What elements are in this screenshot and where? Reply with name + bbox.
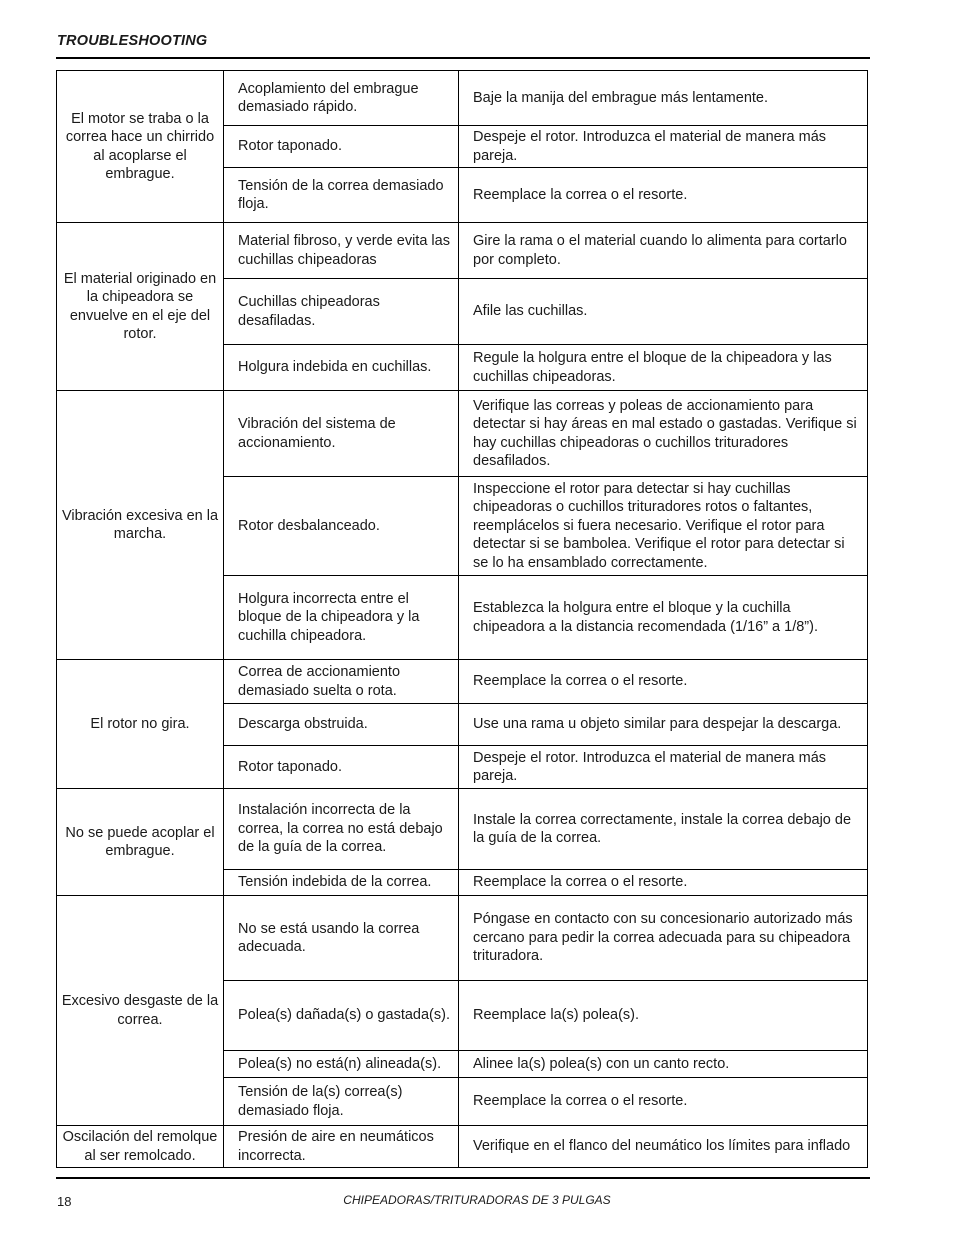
remedy-cell: Use una rama u objeto similar para despejar la descarga. — [459, 704, 868, 746]
table-row — [57, 391, 868, 477]
cause-cell: Tensión de la(s) correa(s) demasiado floja. — [224, 1078, 459, 1126]
remedy-cell: Afile las cuchillas. — [459, 279, 868, 345]
remedy-cell: Póngase en contacto con su concesionario autorizado más cercano para pedir la correa adecuada para su chipeadora trituradora. — [459, 896, 868, 981]
cause-cell: Holgura incorrecta entre el bloque de la chipeadora y la cuchilla chipeadora. — [224, 576, 459, 660]
table-row — [57, 660, 868, 704]
cause-cell: Instalación incorrecta de la correa, la correa no está debajo de la guía de la correa. — [224, 789, 459, 870]
problem-cell: No se puede acoplar el embrague. — [57, 789, 224, 896]
problem-cell: El material originado en la chipeadora se envuelve en el eje del rotor. — [57, 223, 224, 391]
remedy-cell: Reemplace la correa o el resorte. — [459, 660, 868, 704]
remedy-cell: Verifique en el flanco del neumático los límites para inflado — [459, 1126, 868, 1168]
problem-cell: El rotor no gira. — [57, 660, 224, 789]
table-row — [57, 789, 868, 870]
cause-cell: Presión de aire en neumáticos incorrecta. — [224, 1126, 459, 1168]
table-row — [57, 896, 868, 981]
table-row — [57, 1126, 868, 1168]
cause-cell: Correa de accionamiento demasiado suelta o rota. — [224, 660, 459, 704]
cause-cell: Rotor desbalanceado. — [224, 477, 459, 576]
remedy-cell: Gire la rama o el material cuando lo alimenta para cortarlo por completo. — [459, 223, 868, 279]
cause-cell: Rotor taponado. — [224, 126, 459, 168]
remedy-cell: Establezca la holgura entre el bloque y la cuchilla chipeadora a la distancia recomendada (1/16” a 1/8”). — [459, 576, 868, 660]
cause-cell: Polea(s) no está(n) alineada(s). — [224, 1051, 459, 1078]
cause-cell: Rotor taponado. — [224, 746, 459, 789]
remedy-cell: Baje la manija del embrague más lentamente. — [459, 71, 868, 126]
table-row — [57, 223, 868, 279]
footer-rule — [56, 1177, 870, 1179]
problem-cell: Oscilación del remolque al ser remolcado. — [57, 1126, 224, 1168]
problem-cell: Excesivo desgaste de la correa. — [57, 896, 224, 1126]
remedy-cell: Alinee la(s) polea(s) con un canto recto. — [459, 1051, 868, 1078]
remedy-cell: Despeje el rotor. Introduzca el material de manera más pareja. — [459, 126, 868, 168]
remedy-cell: Regule la holgura entre el bloque de la chipeadora y las cuchillas chipeadoras. — [459, 345, 868, 391]
troubleshooting-table — [56, 70, 868, 1168]
page-header-title: TROUBLESHOOTING — [57, 33, 208, 49]
header-rule — [56, 57, 870, 59]
cause-cell: Holgura indebida en cuchillas. — [224, 345, 459, 391]
cause-cell: Acoplamiento del embrague demasiado rápido. — [224, 71, 459, 126]
table-row — [57, 71, 868, 126]
remedy-cell: Reemplace la correa o el resorte. — [459, 870, 868, 896]
cause-cell: No se está usando la correa adecuada. — [224, 896, 459, 981]
remedy-cell: Reemplace la correa o el resorte. — [459, 1078, 868, 1126]
cause-cell: Cuchillas chipeadoras desafiladas. — [224, 279, 459, 345]
cause-cell: Tensión de la correa demasiado floja. — [224, 168, 459, 223]
remedy-cell: Reemplace la correa o el resorte. — [459, 168, 868, 223]
problem-cell: Vibración excesiva en la marcha. — [57, 391, 224, 660]
remedy-cell: Inspeccione el rotor para detectar si hay cuchillas chipeadoras o cuchillos trituradores rotos o faltantes, reemplácelos si fuera necesario. Verifique el rotor para detectar si se bambolea. Verifique el rotor para detectar si se lo ha ensamblado correctamente. — [459, 477, 868, 576]
page-number: 18 — [57, 1194, 72, 1209]
cause-cell: Tensión indebida de la correa. — [224, 870, 459, 896]
cause-cell: Vibración del sistema de accionamiento. — [224, 391, 459, 477]
remedy-cell: Reemplace la(s) polea(s). — [459, 981, 868, 1051]
footer-doc-title: CHIPEADORAS/TRITURADORAS DE 3 PULGAS — [343, 1193, 611, 1207]
remedy-cell: Verifique las correas y poleas de accionamiento para detectar si hay áreas en mal estado o gastadas. Verifique si hay cuchillas chipeadoras o cuchillos trituradores desafilados. — [459, 391, 868, 477]
cause-cell: Polea(s) dañada(s) o gastada(s). — [224, 981, 459, 1051]
remedy-cell: Instale la correa correctamente, instale la correa debajo de la guía de la correa. — [459, 789, 868, 870]
cause-cell: Descarga obstruida. — [224, 704, 459, 746]
cause-cell: Material fibroso, y verde evita las cuchillas chipeadoras — [224, 223, 459, 279]
problem-cell: El motor se traba o la correa hace un chirrido al acoplarse el embrague. — [57, 71, 224, 223]
remedy-cell: Despeje el rotor. Introduzca el material de manera más pareja. — [459, 746, 868, 789]
